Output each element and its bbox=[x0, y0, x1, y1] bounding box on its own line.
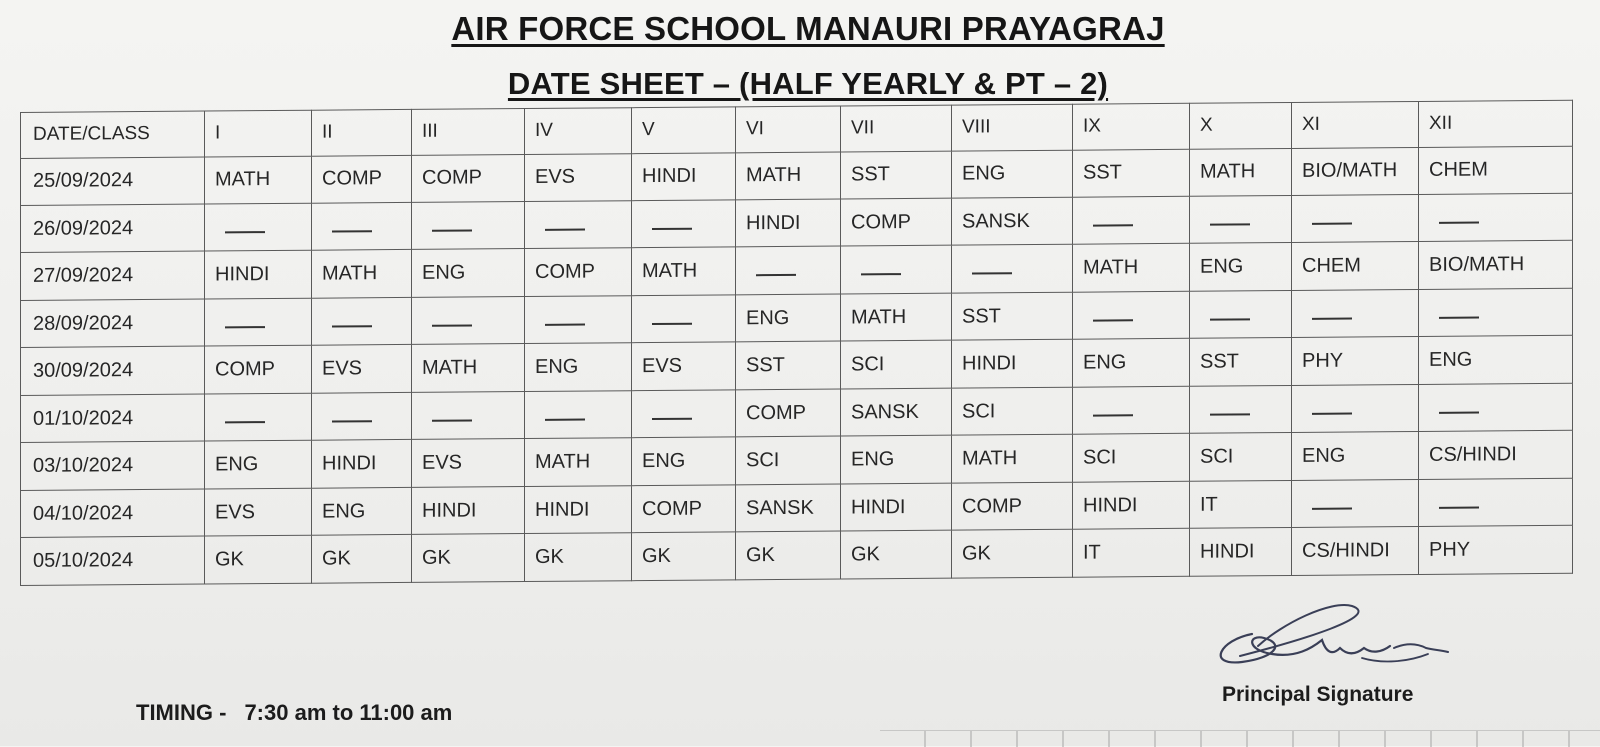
no-exam-cell bbox=[952, 245, 1073, 293]
subject-cell: COMP bbox=[632, 485, 736, 533]
no-exam-cell bbox=[841, 246, 952, 294]
no-exam-dash bbox=[1312, 222, 1352, 224]
no-exam-dash bbox=[972, 272, 1012, 274]
no-exam-dash bbox=[1439, 411, 1479, 413]
timing-value: 7:30 am to 11:00 am bbox=[244, 700, 453, 725]
no-exam-cell bbox=[412, 297, 525, 345]
subject-cell: SCI bbox=[1073, 434, 1190, 482]
subject-cell: SANSK bbox=[841, 388, 952, 436]
no-exam-cell bbox=[1292, 479, 1419, 527]
class-header: X bbox=[1190, 103, 1292, 149]
class-header: II bbox=[312, 109, 412, 155]
subject-cell: ENG bbox=[1073, 339, 1190, 387]
subject-cell: SCI bbox=[952, 387, 1073, 435]
subject-cell: ENG bbox=[1419, 336, 1573, 385]
no-exam-cell bbox=[1419, 478, 1573, 527]
no-exam-dash bbox=[1210, 318, 1250, 320]
no-exam-cell bbox=[736, 247, 841, 295]
page-edge-grid bbox=[880, 730, 1600, 747]
subject-cell: BIO/MATH bbox=[1419, 241, 1573, 290]
subject-cell: MATH bbox=[952, 435, 1073, 483]
class-header: VIII bbox=[952, 104, 1073, 150]
no-exam-dash bbox=[861, 273, 901, 275]
no-exam-dash bbox=[652, 417, 692, 419]
subject-cell: MATH bbox=[1190, 148, 1292, 196]
subject-cell: HINDI bbox=[525, 486, 632, 534]
principal-signature-label: Principal Signature bbox=[1222, 683, 1414, 706]
subject-cell: HINDI bbox=[1073, 481, 1190, 529]
no-exam-dash bbox=[1093, 319, 1133, 321]
principal-signature-mark bbox=[1212, 604, 1472, 684]
no-exam-dash bbox=[332, 230, 372, 232]
subject-cell: HINDI bbox=[632, 152, 736, 200]
subject-cell: HINDI bbox=[736, 199, 841, 247]
class-header: XI bbox=[1292, 102, 1419, 149]
no-exam-cell bbox=[632, 200, 736, 248]
no-exam-cell bbox=[1190, 385, 1292, 433]
class-header: XII bbox=[1419, 100, 1573, 147]
subject-cell: GK bbox=[312, 535, 412, 583]
no-exam-cell bbox=[312, 202, 412, 250]
subject-cell: SST bbox=[1190, 338, 1292, 386]
subject-cell: GK bbox=[205, 536, 312, 584]
no-exam-cell bbox=[632, 390, 736, 438]
subject-cell: CS/HINDI bbox=[1292, 527, 1419, 576]
no-exam-cell bbox=[632, 295, 736, 343]
no-exam-dash bbox=[432, 419, 472, 421]
exam-date-cell: 30/09/2024 bbox=[21, 347, 205, 396]
subject-cell: COMP bbox=[312, 155, 412, 203]
subject-cell: GK bbox=[841, 531, 952, 579]
no-exam-dash bbox=[756, 274, 796, 276]
subject-cell: ENG bbox=[1190, 243, 1292, 291]
no-exam-cell bbox=[312, 392, 412, 440]
subject-cell: COMP bbox=[525, 248, 632, 296]
subject-cell: COMP bbox=[205, 346, 312, 394]
no-exam-cell bbox=[1419, 288, 1573, 337]
no-exam-cell bbox=[1292, 384, 1419, 432]
no-exam-dash bbox=[1312, 317, 1352, 319]
subject-cell: SCI bbox=[736, 436, 841, 484]
school-title: AIR FORCE SCHOOL MANAURI PRAYAGRAJ bbox=[451, 10, 1165, 47]
no-exam-dash bbox=[225, 326, 265, 328]
no-exam-dash bbox=[1093, 414, 1133, 416]
subject-cell: EVS bbox=[312, 345, 412, 393]
subject-cell: MATH bbox=[841, 293, 952, 341]
no-exam-cell bbox=[312, 297, 412, 345]
date-sheet-title: DATE SHEET – (HALF YEARLY & PT – 2) bbox=[507, 66, 1109, 101]
subject-cell: GK bbox=[736, 531, 841, 579]
subject-cell: CHEM bbox=[1292, 242, 1419, 290]
no-exam-dash bbox=[1312, 507, 1352, 509]
subject-cell: MATH bbox=[205, 156, 312, 204]
no-exam-cell bbox=[1073, 291, 1190, 339]
no-exam-dash bbox=[545, 228, 585, 230]
subject-cell: HINDI bbox=[1190, 528, 1292, 576]
subject-cell: PHY bbox=[1292, 337, 1419, 385]
subject-cell: ENG bbox=[841, 436, 952, 484]
subject-cell: CS/HINDI bbox=[1419, 431, 1573, 480]
exam-date-cell: 01/10/2024 bbox=[21, 394, 205, 443]
exam-date-cell: 27/09/2024 bbox=[21, 252, 205, 301]
no-exam-cell bbox=[205, 393, 312, 441]
subject-cell: EVS bbox=[525, 153, 632, 201]
subject-cell: COMP bbox=[841, 198, 952, 246]
no-exam-cell bbox=[525, 201, 632, 249]
exam-timing bbox=[136, 700, 452, 726]
subject-cell: EVS bbox=[205, 488, 312, 536]
no-exam-dash bbox=[1093, 224, 1133, 226]
subject-cell: GK bbox=[952, 530, 1073, 579]
class-header: VI bbox=[736, 106, 841, 152]
subject-cell: PHY bbox=[1419, 526, 1573, 575]
subject-cell: ENG bbox=[312, 487, 412, 535]
no-exam-dash bbox=[1210, 223, 1250, 225]
no-exam-cell bbox=[1073, 386, 1190, 434]
subject-cell: ENG bbox=[205, 441, 312, 489]
subject-cell: MATH bbox=[736, 152, 841, 200]
date-class-header: DATE/CLASS bbox=[21, 111, 205, 158]
no-exam-cell bbox=[1419, 383, 1573, 432]
subject-cell: MATH bbox=[312, 250, 412, 298]
subject-cell: ENG bbox=[1292, 432, 1419, 480]
no-exam-dash bbox=[545, 418, 585, 420]
no-exam-dash bbox=[1439, 221, 1479, 223]
no-exam-cell bbox=[205, 203, 312, 251]
subject-cell: SST bbox=[736, 342, 841, 390]
no-exam-dash bbox=[652, 322, 692, 324]
subject-cell: BIO/MATH bbox=[1292, 147, 1419, 195]
no-exam-cell bbox=[1292, 289, 1419, 337]
no-exam-dash bbox=[1439, 506, 1479, 508]
no-exam-dash bbox=[545, 323, 585, 325]
subject-cell: CHEM bbox=[1419, 146, 1573, 195]
no-exam-dash bbox=[652, 227, 692, 229]
subject-cell: HINDI bbox=[205, 251, 312, 299]
no-exam-dash bbox=[225, 421, 265, 423]
subject-cell: EVS bbox=[632, 342, 736, 390]
no-exam-cell bbox=[1419, 193, 1573, 242]
subject-cell: ENG bbox=[736, 294, 841, 342]
subject-cell: HINDI bbox=[952, 340, 1073, 388]
subject-cell: IT bbox=[1190, 480, 1292, 528]
subject-cell: GK bbox=[412, 534, 525, 582]
subject-cell: MATH bbox=[1073, 244, 1190, 292]
subject-cell: EVS bbox=[412, 439, 525, 487]
no-exam-cell bbox=[1073, 196, 1190, 244]
no-exam-cell bbox=[1190, 196, 1292, 244]
exam-date-cell: 03/10/2024 bbox=[21, 441, 205, 490]
no-exam-dash bbox=[225, 231, 265, 233]
subject-cell: SANSK bbox=[952, 197, 1073, 245]
subject-cell: SANSK bbox=[736, 484, 841, 532]
exam-date-cell: 26/09/2024 bbox=[21, 204, 205, 253]
subject-cell: HINDI bbox=[312, 440, 412, 488]
subject-cell: COMP bbox=[952, 482, 1073, 530]
no-exam-cell bbox=[1190, 290, 1292, 338]
class-header: III bbox=[412, 109, 525, 155]
subject-cell: HINDI bbox=[841, 483, 952, 531]
subject-cell: GK bbox=[632, 532, 736, 580]
subject-cell: COMP bbox=[736, 389, 841, 437]
subject-cell: MATH bbox=[412, 344, 525, 392]
class-header: IV bbox=[525, 108, 632, 154]
no-exam-dash bbox=[432, 229, 472, 231]
class-header: I bbox=[205, 110, 312, 156]
no-exam-dash bbox=[1312, 412, 1352, 414]
subject-cell: GK bbox=[525, 533, 632, 581]
exam-date-cell: 25/09/2024 bbox=[21, 157, 205, 206]
exam-date-cell: 28/09/2024 bbox=[21, 299, 205, 348]
subject-cell: ENG bbox=[632, 437, 736, 485]
subject-cell: COMP bbox=[412, 154, 525, 202]
no-exam-dash bbox=[432, 324, 472, 326]
class-header: VII bbox=[841, 105, 952, 151]
exam-date-cell: 05/10/2024 bbox=[21, 536, 205, 585]
subject-cell: ENG bbox=[412, 249, 525, 297]
subject-cell: MATH bbox=[632, 247, 736, 295]
no-exam-cell bbox=[412, 391, 525, 439]
subject-cell: SST bbox=[841, 151, 952, 199]
date-sheet-table bbox=[20, 100, 1573, 586]
no-exam-dash bbox=[1439, 316, 1479, 318]
no-exam-cell bbox=[205, 298, 312, 346]
subject-cell: IT bbox=[1073, 529, 1190, 578]
class-header: IX bbox=[1073, 103, 1190, 149]
subject-cell: SST bbox=[1073, 149, 1190, 197]
subject-cell: SCI bbox=[1190, 433, 1292, 481]
subject-cell: ENG bbox=[952, 150, 1073, 198]
subject-cell: SST bbox=[952, 292, 1073, 340]
no-exam-dash bbox=[332, 420, 372, 422]
subject-cell: ENG bbox=[525, 343, 632, 391]
no-exam-cell bbox=[412, 202, 525, 250]
no-exam-cell bbox=[1292, 195, 1419, 243]
no-exam-cell bbox=[525, 391, 632, 439]
subject-cell: HINDI bbox=[412, 486, 525, 534]
timing-label: TIMING - bbox=[136, 700, 227, 725]
subject-cell: SCI bbox=[841, 341, 952, 389]
no-exam-dash bbox=[1210, 413, 1250, 415]
class-header: V bbox=[632, 107, 736, 153]
subject-cell: MATH bbox=[525, 438, 632, 486]
no-exam-cell bbox=[525, 296, 632, 344]
no-exam-dash bbox=[332, 325, 372, 327]
exam-date-cell: 04/10/2024 bbox=[21, 489, 205, 538]
